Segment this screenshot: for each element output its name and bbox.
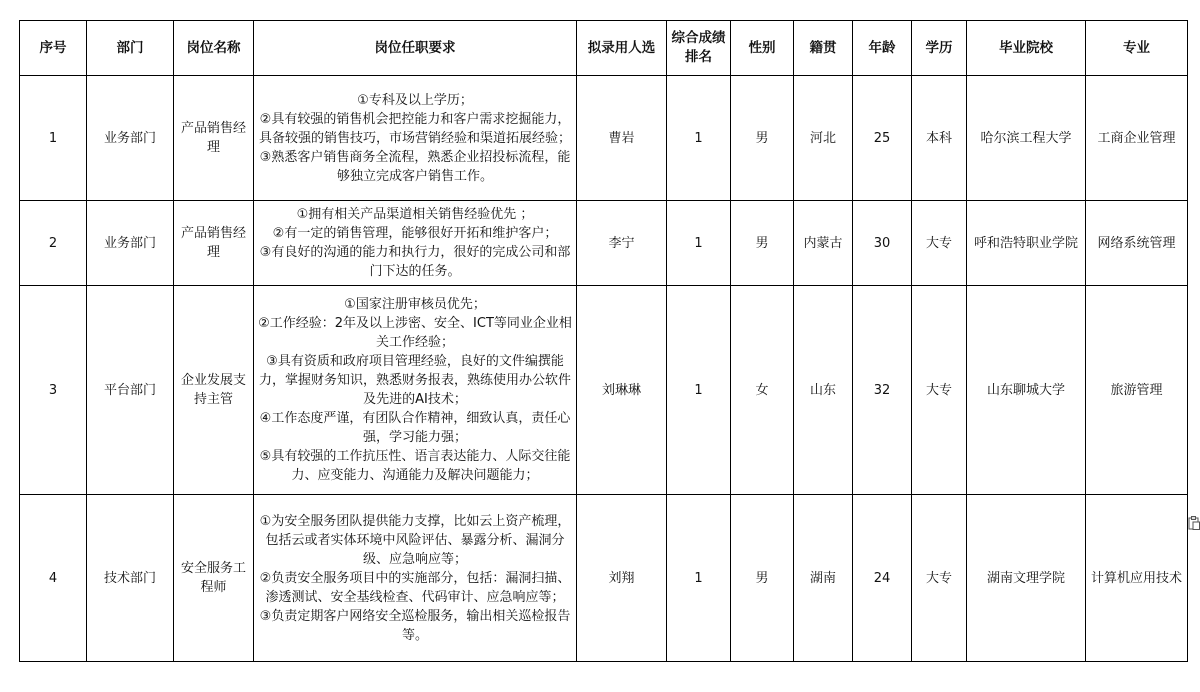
requirement-item: ③具有资质和政府项目管理经验，良好的文件编撰能力，掌握财务知识，熟悉财务报表，熟练使用办公软件及先进的AI技术；: [258, 354, 571, 407]
cell-candidate: 刘翔: [577, 495, 667, 662]
header-requirements: 岗位任职要求: [254, 21, 577, 76]
header-rank: 综合成绩排名: [667, 21, 731, 76]
cell-dept: 业务部门: [87, 76, 174, 201]
cell-gender: 男: [731, 495, 794, 662]
header-dept: 部门: [87, 21, 174, 76]
header-education: 学历: [912, 21, 967, 76]
cell-requirements: [254, 76, 577, 201]
cell-education: 大专: [912, 286, 967, 495]
cell-no: 4: [20, 495, 87, 662]
cell-rank: 1: [667, 201, 731, 286]
requirement-item: ④工作态度严谨，有团队合作精神，细致认真，责任心强，学习能力强；: [259, 411, 571, 445]
cell-school: 呼和浩特职业学院: [967, 201, 1086, 286]
cell-age: 25: [853, 76, 912, 201]
recruitment-table: [19, 20, 1188, 662]
requirement-item: ②工作经验：2年及以上涉密、安全、ICT等同业企业相关工作经验；: [258, 316, 572, 350]
requirement-item: ③有良好的沟通的能力和执行力，很好的完成公司和部门下达的任务。: [259, 245, 571, 279]
requirement-item: ②有一定的销售管理，能够很好开拓和维护客户；: [272, 226, 558, 241]
cell-dept: 平台部门: [87, 286, 174, 495]
cell-dept: 业务部门: [87, 201, 174, 286]
table-row: [20, 286, 1188, 495]
table-row: [20, 201, 1188, 286]
header-age: 年龄: [853, 21, 912, 76]
cell-dept: 技术部门: [87, 495, 174, 662]
table-row: [20, 76, 1188, 201]
requirement-item: ③熟悉客户销售商务全流程，熟悉企业招投标流程，能够独立完成客户销售工作。: [259, 149, 571, 184]
cell-major: 旅游管理: [1086, 286, 1188, 495]
requirement-item: ③负责定期客户网络安全巡检服务，输出相关巡检报告等。: [259, 608, 571, 643]
cell-major: 网络系统管理: [1086, 201, 1188, 286]
cell-education: 大专: [912, 495, 967, 662]
table-row: [20, 495, 1188, 662]
cell-major: 计算机应用技术: [1086, 495, 1188, 662]
cell-origin: 山东: [794, 286, 853, 495]
cell-gender: 女: [731, 286, 794, 495]
requirement-item: ①国家注册审核员优先；: [344, 297, 486, 312]
cell-origin: 湖南: [794, 495, 853, 662]
cell-school: 山东聊城大学: [967, 286, 1086, 495]
cell-rank: 1: [667, 286, 731, 495]
cell-age: 24: [853, 495, 912, 662]
cell-age: 32: [853, 286, 912, 495]
cell-origin: 河北: [794, 76, 853, 201]
header-no: 序号: [20, 21, 87, 76]
header-position: 岗位名称: [174, 21, 254, 76]
cell-education: 本科: [912, 76, 967, 201]
cell-position: 企业发展支持主管: [174, 286, 254, 495]
cell-rank: 1: [667, 495, 731, 662]
header-row: [20, 21, 1188, 76]
cell-origin: 内蒙古: [794, 201, 853, 286]
header-origin: 籍贯: [794, 21, 853, 76]
requirement-item: ②负责安全服务项目中的实施部分，包括：漏洞扫描、渗透测试、安全基线检查、代码审计、应急响应等；: [259, 570, 571, 605]
requirement-item: ①拥有相关产品渠道相关销售经验优先 ；: [296, 207, 534, 222]
cell-gender: 男: [731, 76, 794, 201]
cell-gender: 男: [731, 201, 794, 286]
header-school: 毕业院校: [967, 21, 1086, 76]
requirement-item: ②具有较强的销售机会把控能力和客户需求挖掘能力，具备较强的销售技巧，市场营销经验和渠道拓展经验；: [258, 111, 571, 146]
header-major: 专业: [1086, 21, 1188, 76]
cell-age: 30: [853, 201, 912, 286]
cell-major: 工商企业管理: [1086, 76, 1188, 201]
cell-no: 2: [20, 201, 87, 286]
requirement-item: ⑤具有较强的工作抗压性、语言表达能力、人际交往能力、应变能力、沟通能力及解决问题能力；: [259, 449, 571, 483]
cell-rank: 1: [667, 76, 731, 201]
cell-requirements: [254, 286, 577, 495]
requirement-item: ①为安全服务团队提供能力支撑，比如云上资产梳理，包括云或者实体环境中风险评估、暴露分析、漏洞分级、应急响应等；: [259, 513, 571, 567]
header-gender: 性别: [731, 21, 794, 76]
cell-candidate: 李宁: [577, 201, 667, 286]
cell-position: 安全服务工程师: [174, 495, 254, 662]
paste-options-icon[interactable]: [1188, 516, 1200, 530]
cell-school: 湖南文理学院: [967, 495, 1086, 662]
cell-position: 产品销售经理: [174, 201, 254, 286]
cell-no: 1: [20, 76, 87, 201]
cell-no: 3: [20, 286, 87, 495]
cell-candidate: 刘琳琳: [577, 286, 667, 495]
header-candidate: 拟录用人选: [577, 21, 667, 76]
cell-position: 产品销售经理: [174, 76, 254, 201]
cell-candidate: 曹岩: [577, 76, 667, 201]
cell-school: 哈尔滨工程大学: [967, 76, 1086, 201]
cell-education: 大专: [912, 201, 967, 286]
cell-requirements: [254, 201, 577, 286]
cell-requirements: [254, 495, 577, 662]
requirement-item: ①专科及以上学历；: [357, 92, 473, 108]
